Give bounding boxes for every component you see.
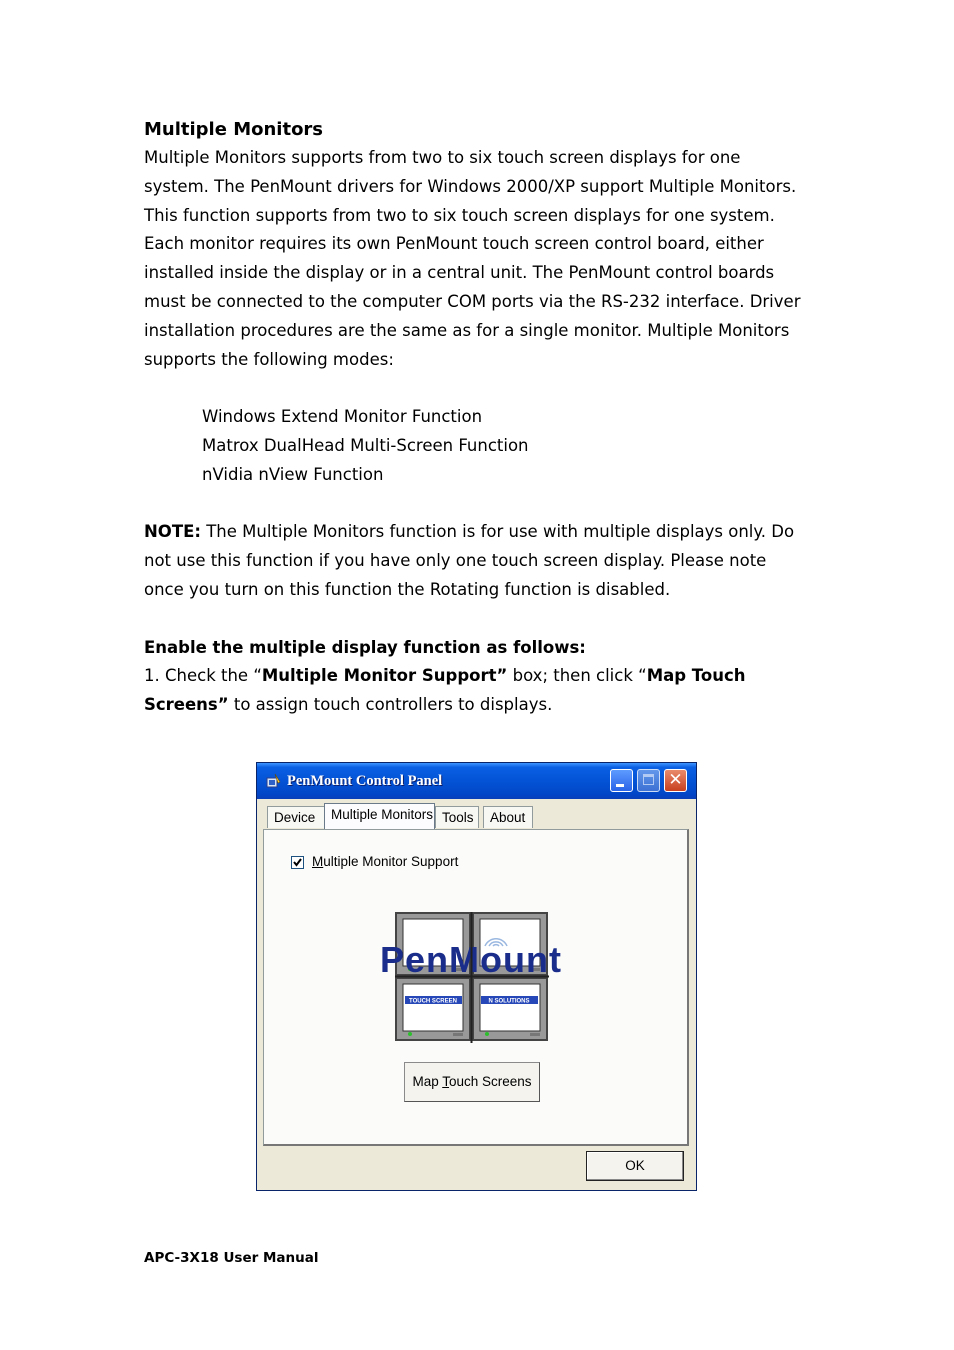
step-1 <box>144 662 804 720</box>
accelerator-letter: T <box>442 1074 449 1089</box>
penmount-app-icon <box>266 773 282 789</box>
accelerator-letter: M <box>312 854 324 869</box>
maximize-button[interactable] <box>637 769 660 792</box>
multiple-monitor-checkbox[interactable] <box>291 856 304 869</box>
multiple-monitor-label[interactable] <box>312 854 458 869</box>
step-bold: Multiple Monitor Support” <box>261 666 508 686</box>
minimize-button[interactable] <box>610 769 633 792</box>
step-text: box; then click “ <box>507 666 647 686</box>
page-footer: APC-3X18 User Manual <box>144 1250 319 1266</box>
ok-button[interactable]: OK <box>586 1151 684 1181</box>
tab-tools[interactable]: Tools <box>435 806 479 828</box>
step-bold: Map Touch Screens” <box>144 666 746 715</box>
logo-band-right: N SOLUTIONS <box>488 998 530 1005</box>
step-text: to assign touch controllers to displays. <box>228 695 553 715</box>
monitor-frame <box>396 978 470 1040</box>
note-label: NOTE: <box>144 522 201 542</box>
logo-band-left: TOUCH SCREEN <box>409 998 457 1005</box>
close-button[interactable] <box>664 769 687 792</box>
mode-item: Matrox DualHead Multi-Screen Function <box>202 435 529 455</box>
button-text: ouch Screens <box>448 1074 532 1089</box>
window-title: PenMount Control Panel <box>287 773 443 789</box>
close-icon: ✕ <box>668 770 683 790</box>
tab-panel <box>263 829 689 1146</box>
label-rest: ultiple Monitor Support <box>323 854 459 869</box>
monitor-frame <box>473 978 547 1040</box>
tab-multiple-monitors[interactable]: Multiple Monitors <box>324 803 435 829</box>
mode-item: Windows Extend Monitor Function <box>202 407 483 427</box>
note-paragraph <box>144 518 804 604</box>
intro-paragraph: Multiple Monitors supports from two to six touch screen displays for one system. The PenMount drivers for Windows 2000/XP support Multiple Monitors. This function supports from two to six touch screen displays for one system. Each monitor requires its own PenMount touch screen control board, either installed inside the display or in a central unit. The PenMount control boards must be connected to the computer COM ports via the RS-232 interface. Driver installation procedures are the same as for a single monitor. Multiple Monitors supports the following modes: <box>144 148 801 369</box>
map-touch-screens-button[interactable] <box>404 1062 540 1102</box>
logo-text: PenMount <box>380 939 562 980</box>
tab-device[interactable]: Device <box>267 806 326 828</box>
mode-item: nVidia nView Function <box>202 464 384 484</box>
maximize-icon <box>643 774 654 785</box>
tab-about[interactable]: About <box>483 806 533 828</box>
step-text: 1. Check the “ <box>144 666 262 686</box>
enable-heading: Enable the multiple display function as follows: <box>144 637 586 657</box>
title-bar[interactable] <box>257 763 696 799</box>
checkmark-icon <box>292 857 303 868</box>
section-heading: Multiple Monitors <box>144 119 324 140</box>
button-text: Map <box>412 1074 443 1089</box>
document-body <box>144 116 804 720</box>
penmount-dialog <box>256 762 697 1191</box>
penmount-monitors-logo <box>380 912 562 1043</box>
note-text: The Multiple Monitors function is for use with multiple displays only. Do not use this function if you have only one touch screen display. Please note once you turn on this function the Rotating function is disabled. <box>144 522 795 599</box>
minimize-icon <box>616 784 624 787</box>
